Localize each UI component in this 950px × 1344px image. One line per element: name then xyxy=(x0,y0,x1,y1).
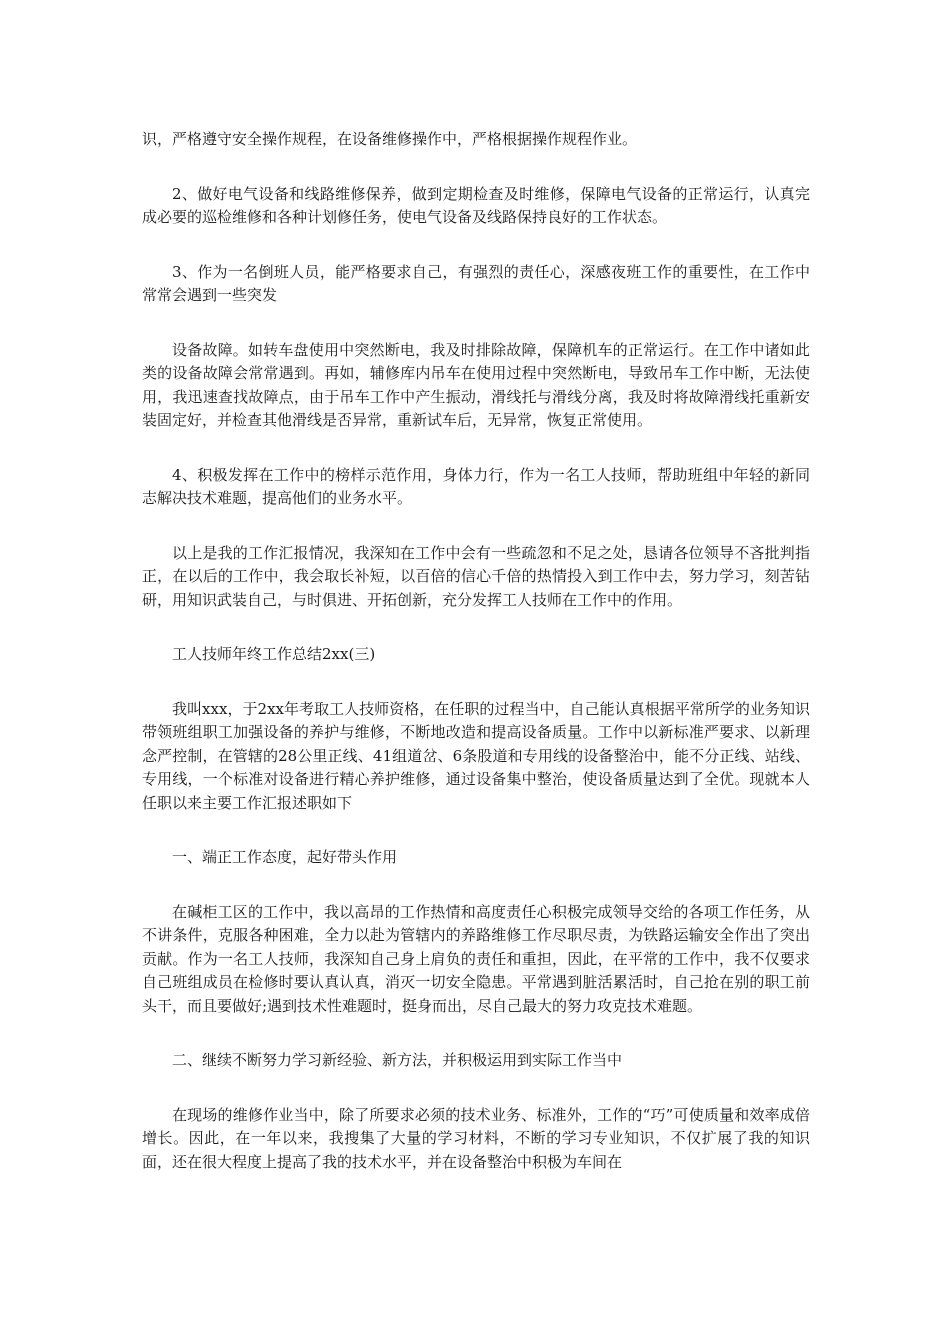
paragraph-introduction: 我叫xxx，于2xx年考取工人技师资格，在任职的过程当中，自己能认真根据平常所学的业务知识带领班组职工加强设备的养护与维修，不断地改造和提高设备质量。工作中以新标准严要求、以新理念严控制，在管辖的28公里正线、41组道岔、6条股道和专用线的设备整治中，能不分正线、站线、专用线，一个标准对设备进行精心养护维修，通过设备集中整治，使设备质量达到了全优。现就本人任职以来主要工作汇报述职如下 xyxy=(142,699,810,812)
paragraph-conclusion: 以上是我的工作汇报情况，我深知在工作中会有一些疏忽和不足之处，恳请各位领导不吝批判指正，在以后的工作中，我会取长补短，以百倍的信心千倍的热情投入到工作中去，努力学习，刻苦钻研，用知识武装自己，与时俱进、开拓创新，充分发挥工人技师在工作中的作用。 xyxy=(142,543,810,609)
paragraph-continuation: 识，严格遵守安全操作规程，在设备维修操作中，严格根据操作规程作业。 xyxy=(142,130,638,148)
paragraph-section-2: 在现场的维修作业当中，除了所要求必须的技术业务、标准外，工作的“巧”可使质量和效率成倍增长。因此，在一年以来，我搜集了大量的学习材料，不断的学习专业知识，不仅扩展了我的知识面，还在很大程度上提高了我的技术水平，并在设备整治中积极为车间在 xyxy=(142,1105,810,1171)
document-body xyxy=(142,128,810,1205)
paragraph-section-1: 在碱柜工区的工作中，我以高昂的工作热情和高度责任心积极完成领导交给的各项工作任务，从不讲条件，克服各种困难，全力以赴为管辖内的养路维修工作尽职尽责，为铁路运输安全作出了突出贡献。作为一名工人技师，我深知自己身上肩负的责任和重担，因此，在平常的工作中，我不仅要求自己班组成员在检修时要认真认真，消灭一切安全隐患。平常遇到脏活累活时，自己抢在别的职工前头干，而且要做好;遇到技术性难题时，挺身而出，尽自己最大的努力攻克技术难题。 xyxy=(142,902,810,1015)
paragraph-equipment-fault: 设备故障。如转车盘使用中突然断电，我及时排除故障，保障机车的正常运行。在工作中诸如此类的设备故障会常常遇到。再如，辅修库内吊车在使用过程中突然断电，导致吊车工作中断，无法使用，我迅速查找故障点，由于吊车工作中产生振动，滑线托与滑线分离，我及时将故障滑线托重新安装固定好，并检查其他滑线是否异常，重新试车后，无异常，恢复正常使用。 xyxy=(142,340,810,429)
paragraph-item-4: 4、积极发挥在工作中的榜样示范作用，身体力行，作为一名工人技师，帮助班组中年轻的新同志解决技术难题，提高他们的业务水平。 xyxy=(142,465,810,507)
section-title: 工人技师年终工作总结2xx(三) xyxy=(172,645,376,663)
paragraph-item-2: 2、做好电气设备和线路维修保养，做到定期检查及时维修，保障电气设备的正常运行，认真完成必要的巡检维修和各种计划修任务，使电气设备及线路保持良好的工作状态。 xyxy=(142,184,810,226)
section-heading-1: 一、端正工作态度，起好带头作用 xyxy=(172,848,398,866)
paragraph-item-3: 3、作为一名倒班人员，能严格要求自己，有强烈的责任心，深感夜班工作的重要性，在工作中常常会遇到一些突发 xyxy=(142,262,810,304)
section-heading-2: 二、继续不断努力学习新经验、新方法，并积极运用到实际工作当中 xyxy=(172,1051,623,1069)
